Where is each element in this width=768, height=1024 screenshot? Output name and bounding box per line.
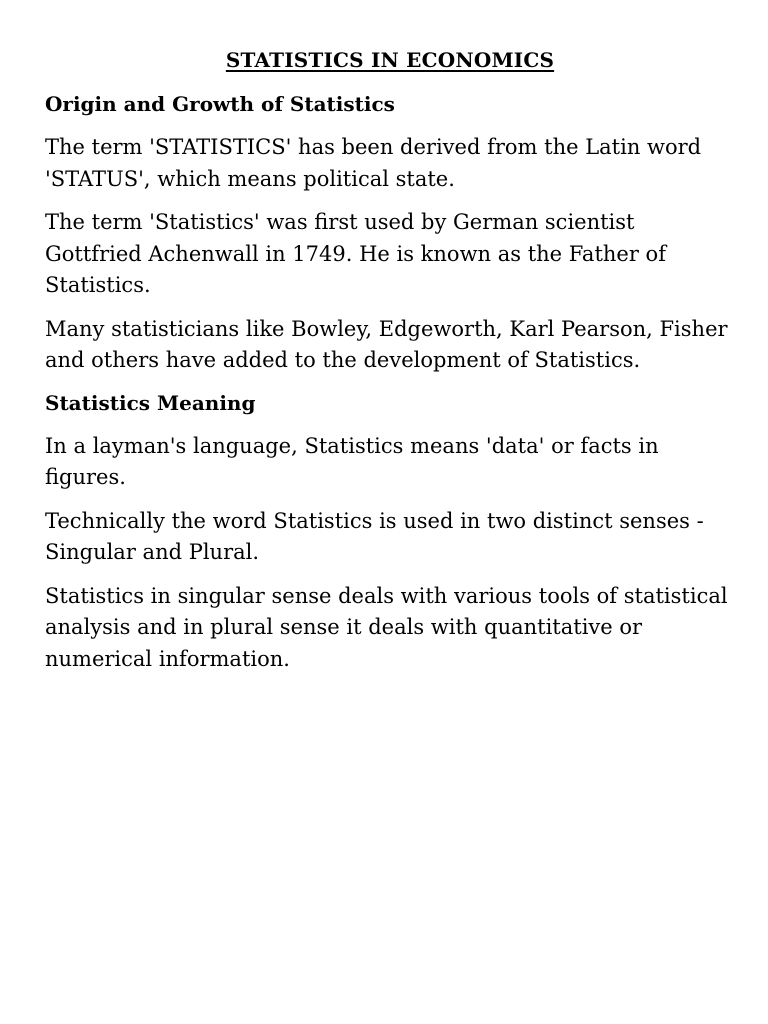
paragraph: In a layman's language, Statistics means 'data' or facts in figures.: [45, 433, 659, 489]
paragraph: Statistics in singular sense deals with various tools of statistical analysis and in plural sense it deals with quantitative or numerical information.: [45, 583, 728, 671]
section-origin-and-growth: [45, 90, 735, 377]
document-page: [45, 46, 735, 687]
paragraph: Many statisticians like Bowley, Edgeworth, Karl Pearson, Fisher and others have added to the development of Statistics.: [45, 316, 728, 372]
paragraph: The term 'STATISTICS' has been derived from the Latin word 'STATUS', which means political state.: [45, 135, 702, 191]
section-heading: Statistics Meaning: [45, 390, 256, 415]
section-statistics-meaning: [45, 389, 735, 676]
paragraph: The term 'Statistics' was first used by German scientist Gottfried Achenwall in 1749. He is known as the Father of Statistics.: [45, 210, 666, 297]
document-title: STATISTICS IN ECONOMICS: [225, 48, 555, 72]
section-heading: Origin and Growth of Statistics: [45, 92, 395, 116]
paragraph: Technically the word Statistics is used in two distinct senses - Singular and Plural.: [45, 508, 704, 564]
